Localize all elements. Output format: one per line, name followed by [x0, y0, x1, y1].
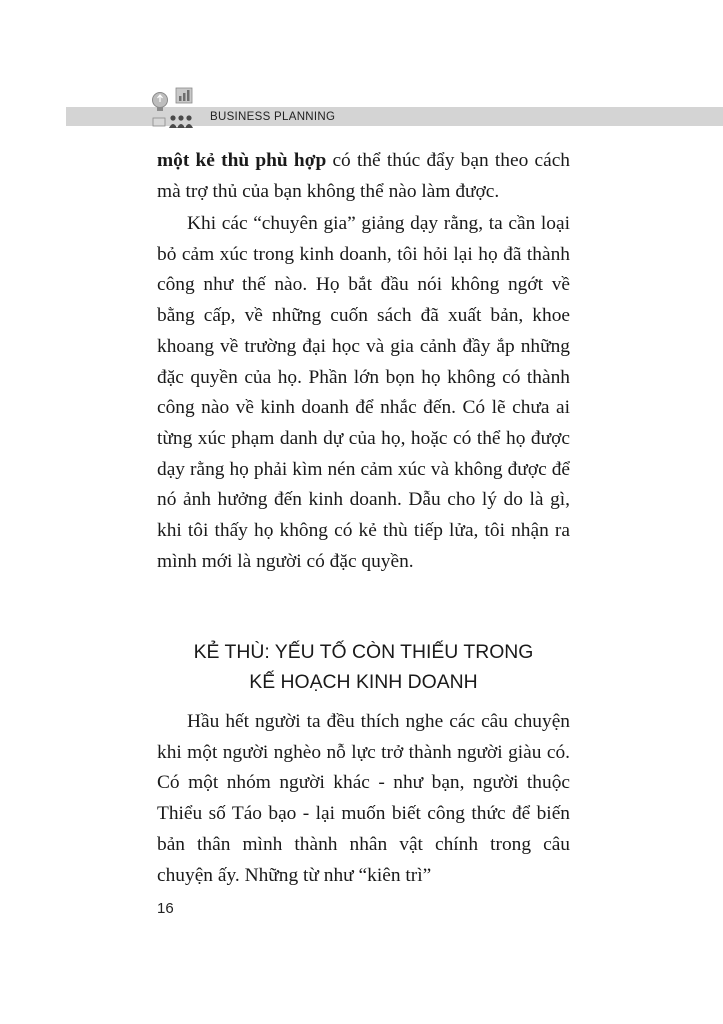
- running-header-title: BUSINESS PLANNING: [210, 111, 336, 123]
- page-number: 16: [157, 900, 174, 917]
- paragraph-3: Hầu hết người ta đều thích nghe các câu chuyện khi một người nghèo nỗ lực trở thành người giàu có. Có một nhóm người khác - như bạn, người thuộc Thiểu số Táo bạo - lại muốn biết công thức để biến bản thân mình thành nhân vật chính trong câu chuyện ấy. Những từ như “kiên trì”: [157, 711, 570, 886]
- paragraph-1-bold: một kẻ thù phù hợp: [157, 150, 327, 171]
- paragraph-1-rest: có thể thúc đẩy bạn theo cách mà trợ thủ của bạn không thể nào làm được.: [157, 150, 570, 202]
- lightbulb-people-chart-icon: [148, 84, 200, 130]
- paragraph-2: Khi các “chuyên gia” giảng dạy rằng, ta cần loại bỏ cảm xúc trong kinh doanh, tôi hỏi lại họ đã thành công như thế nào. Họ bắt đầu nói không ngớt về bằng cấp, về những cuốn sách đã xuất bản, khoe khoang về trường đại học và gia cảnh đầy ắp những đặc quyền của họ. Phần lớn bọn họ không có thành công nào về kinh doanh để nhắc đến. Có lẽ chưa ai từng xúc phạm danh dự của họ, hoặc có thể họ được dạy rằng họ phải kìm nén cảm xúc và không được để nó ảnh hưởng đến kinh doanh. Dẫu cho lý do là gì, khi tôi thấy họ không có kẻ thù tiếp lửa, tôi nhận ra mình mới là người có đặc quyền.: [157, 213, 570, 572]
- paragraph-1: [157, 146, 570, 207]
- section-heading-line-2: KẾ HOẠCH KINH DOANH: [249, 670, 478, 693]
- section-heading-line-1: KẺ THÙ: YẾU TỐ CÒN THIẾU TRONG: [193, 641, 534, 663]
- section-heading: [157, 638, 570, 697]
